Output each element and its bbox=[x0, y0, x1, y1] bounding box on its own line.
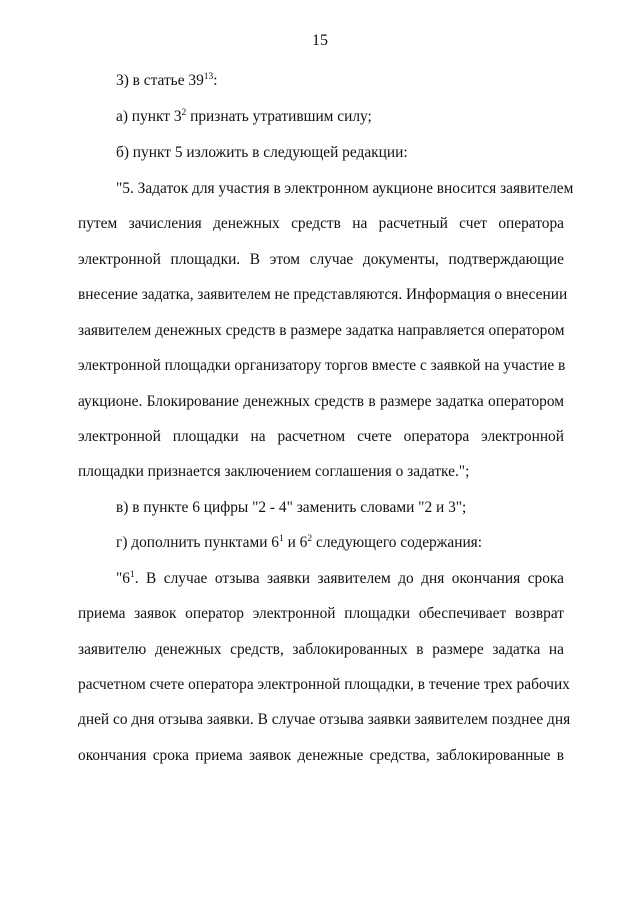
paragraph-line: внесение задатка, заявителем не представляются. Информация о внесении bbox=[78, 286, 568, 303]
paragraph-line: путем зачисления денежных средств на расчетный счет оператора bbox=[78, 215, 564, 232]
page-number: 15 bbox=[312, 32, 328, 49]
paragraph-line: заявителю денежных средств, заблокированных в размере задатка на bbox=[78, 641, 564, 658]
paragraph-line: электронной площадки на расчетном счете оператора электронной bbox=[78, 428, 564, 445]
paragraph-line: расчетном счете оператора электронной площадки, в течение трех рабочих bbox=[78, 676, 570, 693]
paragraph-line: а) пункт $3^2$ признать утратившим силу; bbox=[116, 108, 372, 125]
paragraph-line: дней со дня отзыва заявки. В случае отзыва заявки заявителем позднее дня bbox=[78, 711, 571, 728]
paragraph-line: окончания срока приема заявок денежные средства, заблокированные в bbox=[78, 747, 564, 764]
paragraph-line: г) дополнить пунктами $6^1$ и $6^2$ следующего содержания: bbox=[116, 534, 483, 551]
paragraph-line: в) в пункте 6 цифры "2 - 4" заменить словами "2 и 3"; bbox=[116, 499, 467, 516]
paragraph-line: электронной площадки. В этом случае документы, подтверждающие bbox=[78, 251, 564, 268]
paragraph-line: приема заявок оператор электронной площадки обеспечивает возврат bbox=[78, 605, 564, 622]
paragraph-line: площадки признается заключением соглашения о задатке."; bbox=[78, 463, 470, 480]
paragraph-line: "5. Задаток для участия в электронном аукционе вносится заявителем bbox=[116, 180, 574, 197]
paragraph-line: 3) в статье $39^{13}$: bbox=[116, 72, 218, 89]
paragraph-line: б) пункт 5 изложить в следующей редакции: bbox=[116, 144, 408, 161]
paragraph-line: аукционе. Блокирование денежных средств в размере задатка оператором bbox=[78, 393, 564, 410]
paragraph-line: электронной площадки организатору торгов вместе с заявкой на участие в bbox=[78, 357, 566, 374]
paragraph-line: "$6^1$. В случае отзыва заявки заявителем до дня окончания срока bbox=[116, 570, 564, 587]
paragraph-line: заявителем денежных средств в размере задатка направляется оператором bbox=[78, 322, 565, 339]
